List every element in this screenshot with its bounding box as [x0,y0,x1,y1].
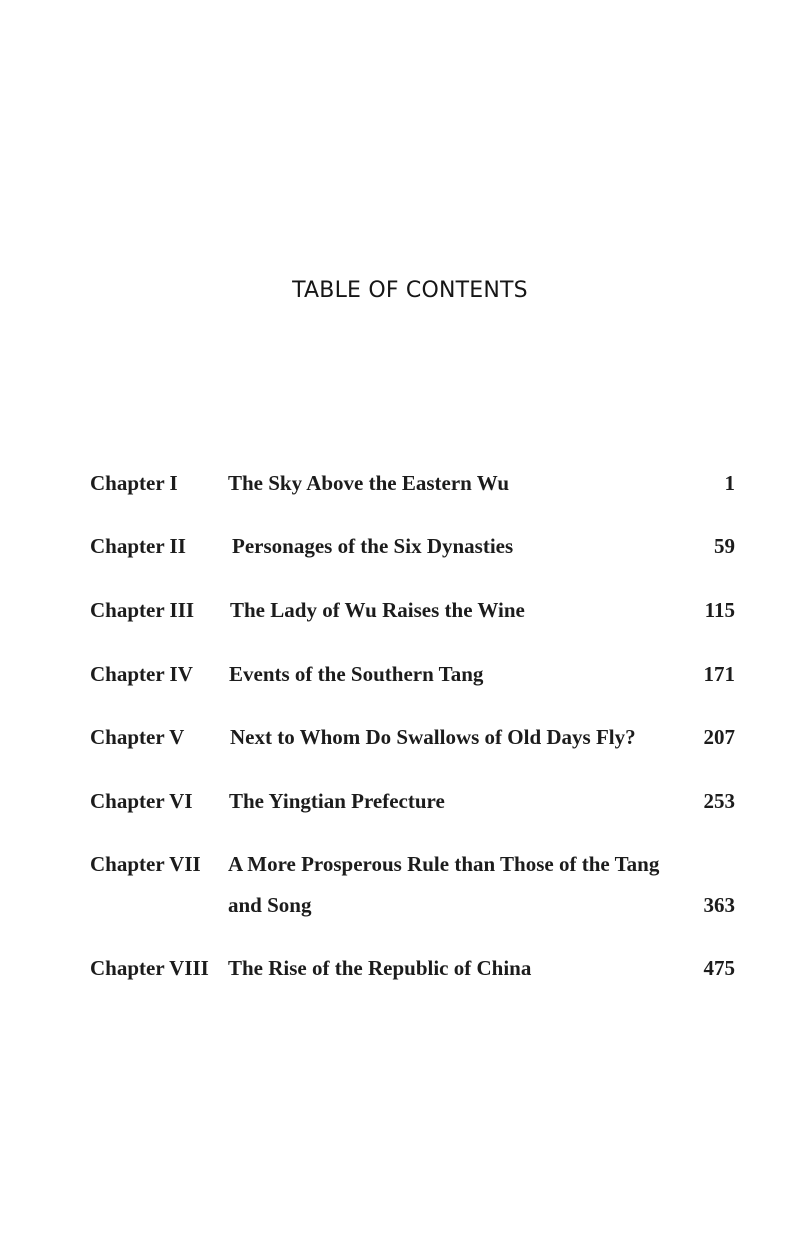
chapter-number: Chapter VI [90,789,193,813]
chapter-title: Events of the Southern Tang [229,662,484,686]
chapter-title: The Yingtian Prefecture [229,789,445,813]
toc-entry [90,725,735,755]
toc-entry [90,852,735,917]
chapter-number: Chapter I [90,471,178,495]
chapter-page-number: 1 [724,471,735,495]
chapter-title-continuation: and Song [228,893,312,917]
chapter-number: Chapter III [90,598,195,622]
chapter-title: The Rise of the Republic of China [228,956,532,980]
chapter-page-number: 253 [703,789,735,813]
chapter-page-number: 363 [703,893,735,917]
chapter-page-number: 171 [703,662,735,686]
chapter-number: Chapter IV [90,662,193,686]
chapter-title: The Lady of Wu Raises the Wine [230,598,525,622]
toc-entry [90,534,735,564]
toc-entry [90,789,735,819]
chapter-title: Personages of the Six Dynasties [232,534,514,558]
chapter-number: Chapter V [90,725,185,749]
chapter-number: Chapter VIII [90,956,209,980]
chapter-number: Chapter VII [90,852,201,876]
toc-entry [90,598,735,628]
chapter-page-number: 207 [703,725,735,749]
chapter-number: Chapter II [90,534,186,558]
chapter-title: Next to Whom Do Swallows of Old Days Fly? [230,725,636,749]
toc-entry [90,471,735,501]
chapter-page-number: 475 [703,956,735,980]
toc-entry [90,662,735,692]
chapter-title: A More Prosperous Rule than Those of the Tang [228,852,660,876]
chapter-title: The Sky Above the Eastern Wu [228,471,510,495]
chapter-page-number: 115 [704,598,735,622]
toc-entry [90,956,735,986]
chapter-page-number: 59 [714,534,735,558]
page-title: TABLE OF CONTENTS [292,278,528,303]
